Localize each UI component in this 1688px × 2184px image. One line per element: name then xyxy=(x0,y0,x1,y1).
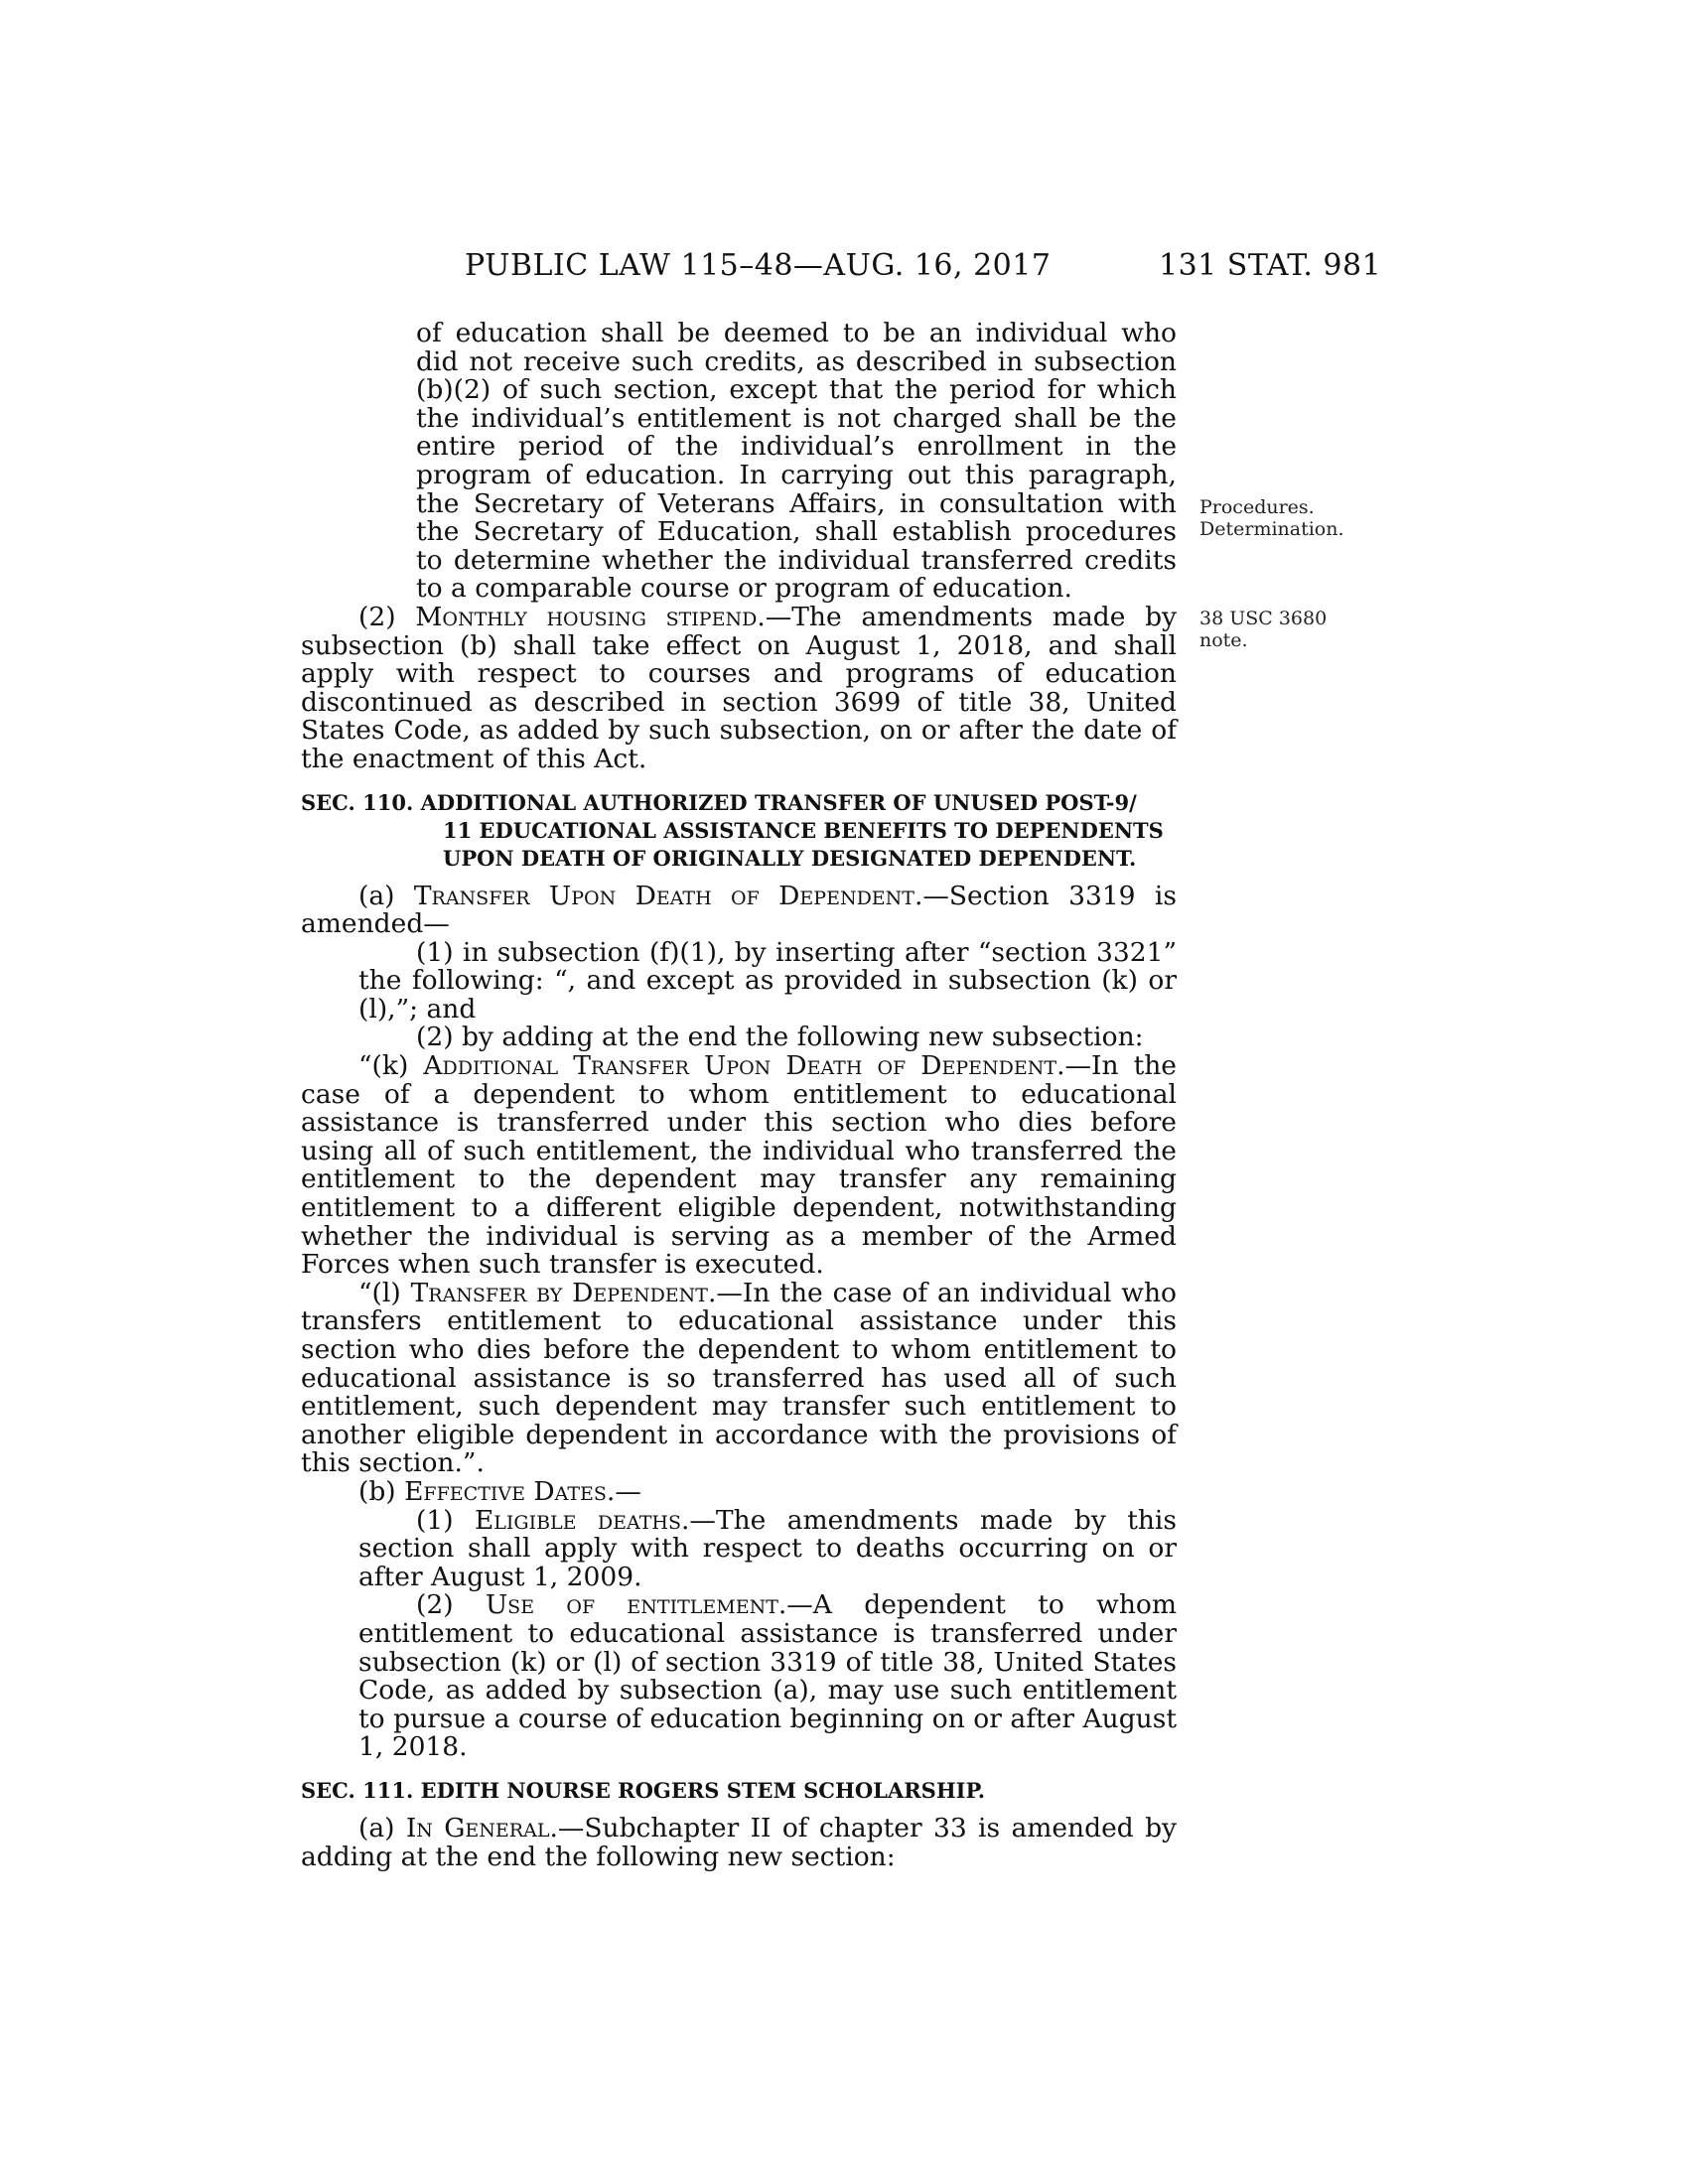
page-header-title: PUBLIC LAW 115–48—AUG. 16, 2017 xyxy=(465,248,1052,283)
paragraph-number: (b) xyxy=(358,1475,405,1507)
page-header-stat-number: 131 STAT. 981 xyxy=(1159,248,1382,283)
paragraph-number: (a) xyxy=(358,1812,406,1843)
paragraph-number: “(l) xyxy=(358,1277,411,1308)
paragraph-number: (2) xyxy=(416,1589,486,1621)
paragraph-text: .—In the case of a dependent to whom entitlement to educational assistance is transferred under this section who dies before using all of such entitlement, the individual who transferred the entitlement to the dependent may transfer any remaining entitlement to a different eligible dependent, notwithstanding whether the individual is serving as a member of the Armed Forces when such transfer is executed. xyxy=(301,1050,1177,1281)
paragraph-heading: Additional Transfer Upon Death of Dependent xyxy=(423,1050,1057,1082)
paragraph-heading: Transfer by Dependent xyxy=(410,1277,708,1308)
paragraph-number: “(k) xyxy=(358,1050,424,1082)
clause-a1: (1) in subsection (f)(1), by inserting after “section 3321” the following: “, and except as provided in subsection (k) or (l),”; and xyxy=(358,936,1177,1024)
paragraph-text: .—Section 3319 is amended— xyxy=(301,880,1177,940)
paragraph-heading: Effective Dates xyxy=(404,1475,607,1507)
paragraph-continuation: of education shall be deemed to be an individual who did not receive such credits, as described in subsection (b)(2) of such section, except that the period for which the individual’s entitlement is not charged shall be the entire period of the individual’s enrollment in the program of education. In carrying out this paragraph, the Secretary of Veterans Affairs, in consultation with the Secretary of Education, shall establish procedures to determine whether the individual transferred credits to a comparable course or program of education. xyxy=(416,318,1177,605)
document-body xyxy=(301,320,1177,1871)
paragraph-text: .—Subchapter II of chapter 33 is amended by adding at the end the following new section: xyxy=(301,1812,1178,1872)
paragraph-eligible-deaths xyxy=(301,1504,1177,1592)
margin-note-usc-citation xyxy=(1199,608,1327,651)
margin-note-procedures xyxy=(1199,496,1344,540)
paragraph-heading: Eligible deaths xyxy=(474,1504,681,1536)
paragraph-number: (1) xyxy=(416,1504,475,1536)
section-110-heading-line1: SEC. 110. ADDITIONAL AUTHORIZED TRANSFER OF UNUSED POST-9/ xyxy=(301,789,1137,815)
paragraph-subsection-l xyxy=(301,1277,1178,1479)
paragraph-text: .—The amendments made by subsection (b) shall take effect on August 1, 2018, and shall apply with respect to courses and programs of education discontinued as described in section 3699 of title 38, United States Code, as added by such subsection, on or after the date of the enactment of this Act. xyxy=(301,601,1178,774)
section-110-heading xyxy=(301,789,1177,873)
margin-note-usc-line1: 38 USC 3680 xyxy=(1199,608,1328,629)
paragraph-heading: Monthly housing stipend xyxy=(415,601,758,632)
margin-note-procedures-line2: Determination. xyxy=(1199,518,1344,540)
paragraph-in-general xyxy=(301,1812,1178,1872)
margin-note-procedures-line1: Procedures. xyxy=(1199,496,1315,518)
paragraph-heading: Use of entitlement xyxy=(485,1589,778,1621)
paragraph-heading: In General xyxy=(405,1812,550,1843)
paragraph-monthly-housing-stipend xyxy=(301,601,1178,774)
section-111-heading: SEC. 111. EDITH NOURSE ROGERS STEM SCHOLARSHIP. xyxy=(301,1777,986,1803)
section-110-heading-rest: 11 EDUCATIONAL ASSISTANCE BENEFITS TO DEPENDENTS UPON DEATH OF ORIGINALLY DESIGNATED DEPENDENT. xyxy=(443,817,1164,871)
paragraph-effective-dates xyxy=(301,1475,1177,1507)
paragraph-subsection-k xyxy=(301,1052,1177,1280)
paragraph-number: (a) xyxy=(358,880,414,911)
paragraph-heading: Transfer Upon Death of Dependent xyxy=(413,880,914,911)
paragraph-text: .— xyxy=(606,1475,641,1507)
paragraph-use-of-entitlement xyxy=(301,1591,1177,1762)
paragraph-text: .—The amendments made by this section shall apply with respect to deaths occurring on or after August 1, 2009. xyxy=(358,1504,1177,1592)
paragraph-transfer-upon-death xyxy=(301,880,1177,940)
margin-note-usc-line2: note. xyxy=(1199,629,1248,651)
paragraph-text: .—In the case of an individual who transfers entitlement to educational assistance under this section who dies before the dependent to whom entitlement to educational assistance is so transferred has used all of such entitlement, such dependent may transfer such entitlement to another eligible dependent in accordance with the provisions of this section.”. xyxy=(301,1277,1178,1479)
clause-a2: (2) by adding at the end the following new subsection: xyxy=(416,1022,1144,1053)
paragraph-text: .—A dependent to whom entitlement to educational assistance is transferred under subsection (k) or (l) of section 3319 of title 38, United States Code, as added by subsection (a), may use such entitlement to pursue a course of education beginning on or after August 1, 2018. xyxy=(358,1589,1177,1763)
paragraph-number: (2) xyxy=(358,601,416,632)
